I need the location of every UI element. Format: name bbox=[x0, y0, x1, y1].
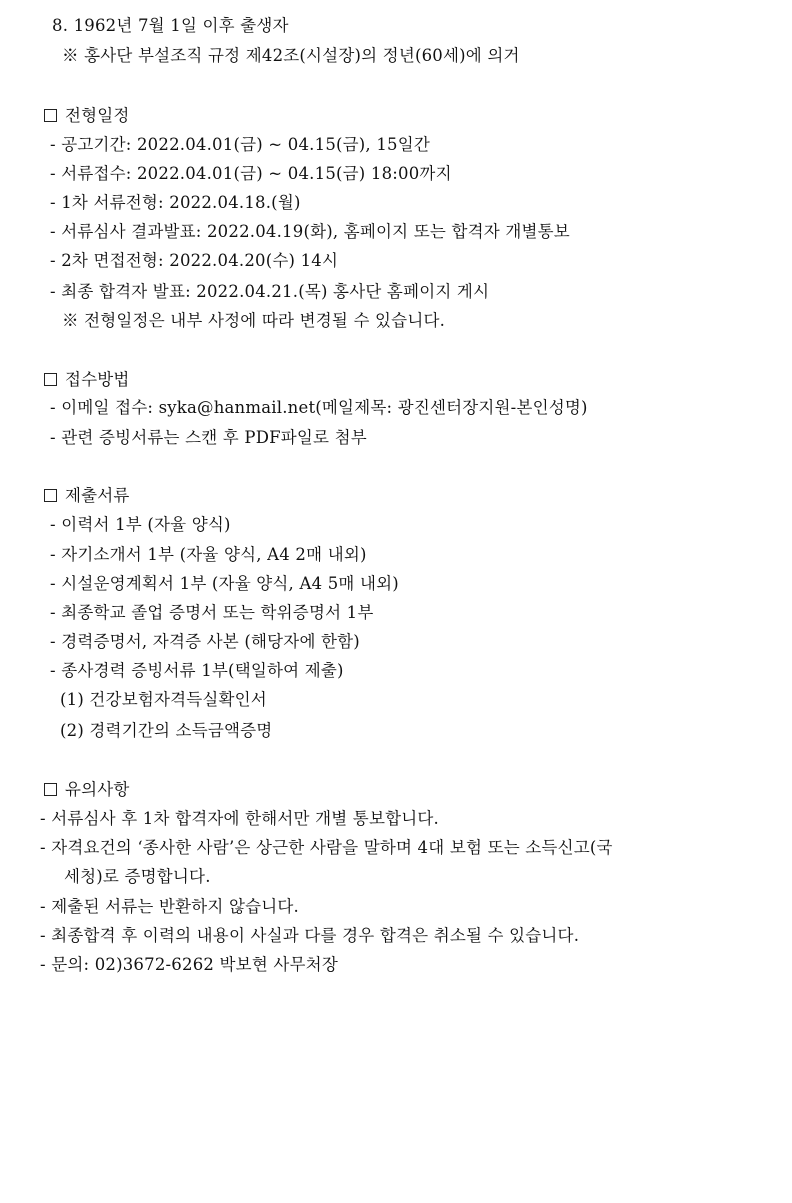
list-item: - 서류접수: 2022.04.01(금) ~ 04.15(금) 18:00까지 bbox=[50, 164, 452, 183]
list-item: - 서류심사 후 1차 합격자에 한해서만 개별 통보합니다. bbox=[40, 809, 439, 828]
list-item: - 시설운영계획서 1부 (자율 양식, A4 5매 내외) bbox=[50, 574, 399, 593]
section-title: 제출서류 bbox=[65, 486, 130, 505]
list-item: - 1차 서류전형: 2022.04.18.(월) bbox=[50, 193, 301, 212]
list-item: - 관련 증빙서류는 스캔 후 PDF파일로 첨부 bbox=[50, 428, 367, 447]
schedule-note: ※ 전형일정은 내부 사정에 따라 변경될 수 있습니다. bbox=[62, 311, 446, 330]
list-item: - 최종학교 졸업 증명서 또는 학위증명서 1부 bbox=[50, 603, 374, 622]
checkbox-square-icon bbox=[44, 109, 57, 122]
list-item: - 자기소개서 1부 (자율 양식, A4 2매 내외) bbox=[50, 545, 367, 564]
section-title: 전형일정 bbox=[65, 106, 130, 125]
section-title: 유의사항 bbox=[65, 780, 130, 799]
list-item-continuation: 세청)로 증명합니다. bbox=[64, 867, 211, 886]
sub-list-item: (1) 건강보험자격득실확인서 bbox=[60, 690, 267, 709]
eligibility-item-8: 8. 1962년 7월 1일 이후 출생자 bbox=[52, 16, 289, 35]
list-item: - 제출된 서류는 반환하지 않습니다. bbox=[40, 897, 299, 916]
retirement-age-note: ※ 홍사단 부설조직 규정 제42조(시설장)의 정년(60세)에 의거 bbox=[62, 46, 520, 65]
list-item: - 경력증명서, 자격증 사본 (해당자에 한함) bbox=[50, 632, 360, 651]
list-item: - 이력서 1부 (자율 양식) bbox=[50, 515, 231, 534]
list-item: - 서류심사 결과발표: 2022.04.19(화), 홈페이지 또는 합격자 개별통보 bbox=[50, 222, 570, 241]
list-item: - 최종합격 후 이력의 내용이 사실과 다를 경우 합격은 취소될 수 있습니다. bbox=[40, 926, 580, 945]
list-item: - 2차 면접전형: 2022.04.20(수) 14시 bbox=[50, 251, 339, 270]
sub-list-item: (2) 경력기간의 소득금액증명 bbox=[60, 721, 273, 740]
contact-info: - 문의: 02)3672-6262 박보현 사무처장 bbox=[40, 955, 338, 974]
checkbox-square-icon bbox=[44, 373, 57, 386]
section-heading-documents bbox=[44, 486, 130, 506]
list-item: - 종사경력 증빙서류 1부(택일하여 제출) bbox=[50, 661, 344, 680]
checkbox-square-icon bbox=[44, 489, 57, 502]
section-heading-method bbox=[44, 370, 130, 390]
section-heading-schedule bbox=[44, 106, 130, 126]
section-title: 접수방법 bbox=[65, 370, 130, 389]
list-item: - 최종 합격자 발표: 2022.04.21.(목) 홍사단 홈페이지 게시 bbox=[50, 282, 490, 301]
list-item: - 공고기간: 2022.04.01(금) ~ 04.15(금), 15일간 bbox=[50, 135, 430, 154]
section-heading-notes bbox=[44, 780, 130, 800]
list-item: - 이메일 접수: syka@hanmail.net(메일제목: 광진센터장지원-본인성명) bbox=[50, 398, 588, 417]
checkbox-square-icon bbox=[44, 783, 57, 796]
list-item: - 자격요건의 ‘종사한 사람’은 상근한 사람을 말하며 4대 보험 또는 소득신고(국 bbox=[40, 838, 613, 857]
